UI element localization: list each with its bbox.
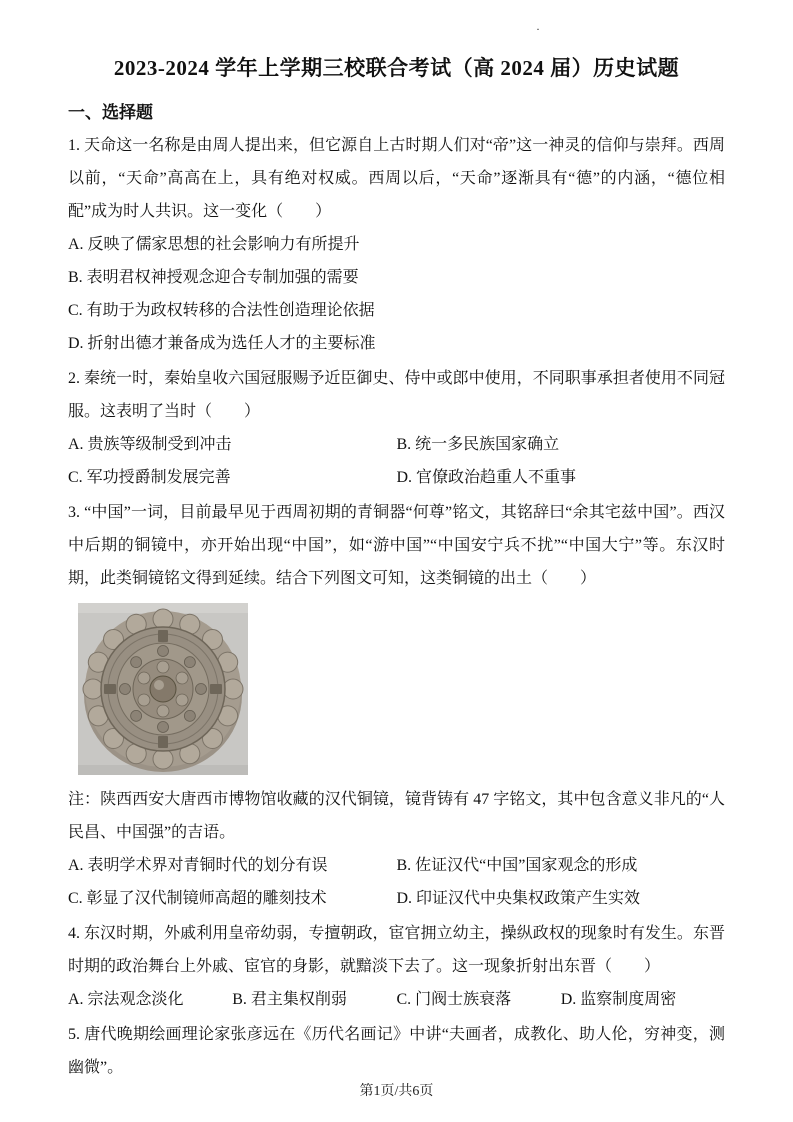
question-4-option-d: D. 监察制度周密 xyxy=(560,991,677,1008)
question-4-option-c: C. 门阀士族衰落 xyxy=(396,991,512,1008)
question-2-option-a: A. 贵族等级制受到冲击 xyxy=(68,436,232,453)
question-4-option-a: A. 宗法观念淡化 xyxy=(68,991,184,1008)
question-2-option-b: B. 统一多民族国家确立 xyxy=(396,436,560,453)
bronze-mirror-photo xyxy=(78,603,248,775)
page-number: 第1页/共6页 xyxy=(359,1084,434,1099)
figure-note: 注：陕西西安大唐西市博物馆收藏的汉代铜镜，镜背铸有 47 字铭文，其中包含意义非凡的“人民昌、中国强”的吉语。 xyxy=(68,791,725,841)
stray-mark: · xyxy=(536,22,540,36)
question-1 xyxy=(68,129,725,360)
question-2 xyxy=(68,362,725,494)
question-2-option-d: D. 官僚政治趋重人不重事 xyxy=(396,469,577,486)
page-title: 2023-2024 学年上学期三校联合考试（高 2024 届）历史试题 xyxy=(113,56,680,80)
question-4-options xyxy=(68,983,725,1016)
question-3-option-a: A. 表明学术界对青铜时代的划分有误 xyxy=(68,857,328,874)
section-heading: 一、选择题 xyxy=(68,103,153,122)
question-5 xyxy=(68,1018,725,1084)
question-2-options xyxy=(68,428,725,494)
question-4 xyxy=(68,917,725,1016)
question-3-stem: 3. “中国”一词，目前最早见于西周初期的青铜器“何尊”铭文，其铭辞曰“余其宅兹中国”。西汉中后期的铜镜中，亦开始出现“中国”，如“游中国”“中国安宁兵不扰”“中国大宁”等。东汉时期，此类铜镜铭文得到延续。结合下列图文可知，这类铜镜的出土（ ） xyxy=(68,504,725,587)
question-1-option-d: D. 折射出德才兼备成为选任人才的主要标准 xyxy=(68,335,376,352)
question-1-option-c: C. 有助于为政权转移的合法性创造理论依据 xyxy=(68,302,375,319)
question-3 xyxy=(68,496,725,915)
question-4-option-b: B. 君主集权削弱 xyxy=(232,991,347,1008)
question-3-option-c: C. 彰显了汉代制镜师高超的雕刻技术 xyxy=(68,890,327,907)
question-1-option-b: B. 表明君权神授观念迎合专制加强的需要 xyxy=(68,269,359,286)
question-1-stem: 1. 天命这一名称是由周人提出来，但它源自上古时期人们对“帝”这一神灵的信仰与崇拜。西周以前，“天命”高高在上，具有绝对权威。西周以后，“天命”逐渐具有“德”的内涵，“德位相配”成为时人共识。这一变化（ ） xyxy=(68,137,725,220)
question-1-option-a: A. 反映了儒家思想的社会影响力有所提升 xyxy=(68,236,360,253)
question-2-stem: 2. 秦统一时，秦始皇收六国冠服赐予近臣御史、侍中或郎中使用，不同职事承担者使用不同冠服。这表明了当时（ ） xyxy=(68,370,725,420)
question-5-stem: 5. 唐代晚期绘画理论家张彦远在《历代名画记》中讲“夫画者，成教化、助人伦，穷神变，测幽微”。 xyxy=(68,1026,725,1076)
question-3-options xyxy=(68,849,725,915)
bronze-mirror-illustration xyxy=(78,603,248,775)
question-2-option-c: C. 军功授爵制发展完善 xyxy=(68,469,231,486)
question-4-stem: 4. 东汉时期，外戚利用皇帝幼弱，专擅朝政，宦官拥立幼主，操纵政权的现象时有发生。东晋时期的政治舞台上外戚、宦官的身影，就黯淡下去了。这一现象折射出东晋（ ） xyxy=(68,925,725,975)
question-3-option-d: D. 印证汉代中央集权政策产生实效 xyxy=(396,890,641,907)
question-3-option-b: B. 佐证汉代“中国”国家观念的形成 xyxy=(396,857,638,874)
